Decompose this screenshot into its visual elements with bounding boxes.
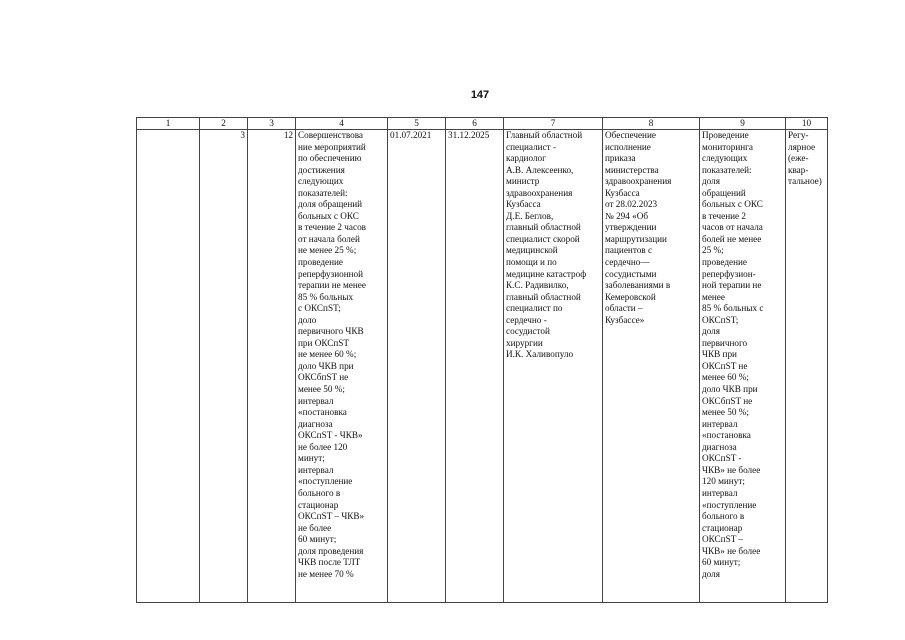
- column-number: 1: [137, 118, 200, 130]
- plan-table: [136, 117, 828, 603]
- cell-start-date: [388, 130, 446, 603]
- cell-frequency: [786, 130, 828, 603]
- column-number: 10: [786, 118, 828, 130]
- column-number: 5: [388, 118, 446, 130]
- column-number: 6: [446, 118, 504, 130]
- monitoring-text: Проведение мониторинга следующих показателей: доля обращений больных с ОКС в течение 2 часов от начала болей не менее 25 %; проведение реперфузион- ной терапии не менее 85 % больных с ОКСпST; доля первичного ЧКВ при ОКСпST не менее 60 %; доло ЧКВ при ОКСбпST не менее 50 %; интервал «постановка диагноза ОКСпST - ЧКВ» не более 120 минут; интервал «поступление больного в стационар ОКСпST – ЧКВ» не более 60 минут; доля: [702, 130, 764, 579]
- table-row: [137, 130, 828, 603]
- column-number: 2: [200, 118, 248, 130]
- cell-result: [603, 130, 700, 603]
- column-number-row: [137, 118, 828, 130]
- end-date: 31.12.2025: [448, 130, 490, 140]
- section-number: 3: [240, 130, 245, 140]
- cell-item-number: [248, 130, 296, 603]
- column-number: 4: [296, 118, 388, 130]
- cell-responsible: [504, 130, 603, 603]
- result-text: Обеспечение исполнение приказа министерства здравоохранения Кузбасса от 28.02.2023 № 294 «Об утверждении маршрутизации пациентов с сердечно— сосудистыми заболеваниями в Кемеровской области – Кузбассе»: [605, 130, 672, 325]
- cell-col1: [137, 130, 200, 603]
- page-number: 147: [470, 89, 490, 101]
- cell-measure: [296, 130, 388, 603]
- cell-end-date: [446, 130, 504, 603]
- column-number: 8: [603, 118, 700, 130]
- column-number: 3: [248, 118, 296, 130]
- measure-text: Совершенствова ние мероприятий по обеспечению достижения следующих показателей: доля обращений больных с ОКС в течение 2 часов от начала болей не менее 25 %; проведение реперфузионной терапии не менее 85 % больных с ОКСпST; доло первичного ЧКВ при ОКСпST не менее 60 %; доло ЧКВ при ОКСбпST не менее 50 %; интервал «постановка диагноза ОКСпST - ЧКВ» не более 120 минут; интервал «поступление больного в стационар ОКСпST – ЧКВ» не более 60 минут; доля проведения ЧКВ после ТЛТ не менее 70 %: [298, 130, 367, 579]
- cell-section-number: [200, 130, 248, 603]
- item-number: 12: [283, 130, 293, 140]
- column-number: 9: [700, 118, 786, 130]
- column-number: 7: [504, 118, 603, 130]
- cell-monitoring: [700, 130, 786, 603]
- responsible-text: Главный областной специалист - кардиолог А.В. Алексеенко, министр здравоохранения Кузбасса Д.Е. Беглов, главный областной специалист скорой медицинской помощи и по медицине катастроф К.С. Радивилко, главный областной специалист по сердечно - сосудистой хирургии И.К. Халивопуло: [506, 130, 587, 360]
- frequency-text: Регу- лярное (еже- квар- тальное): [788, 130, 822, 187]
- start-date: 01.07.2021: [390, 130, 432, 140]
